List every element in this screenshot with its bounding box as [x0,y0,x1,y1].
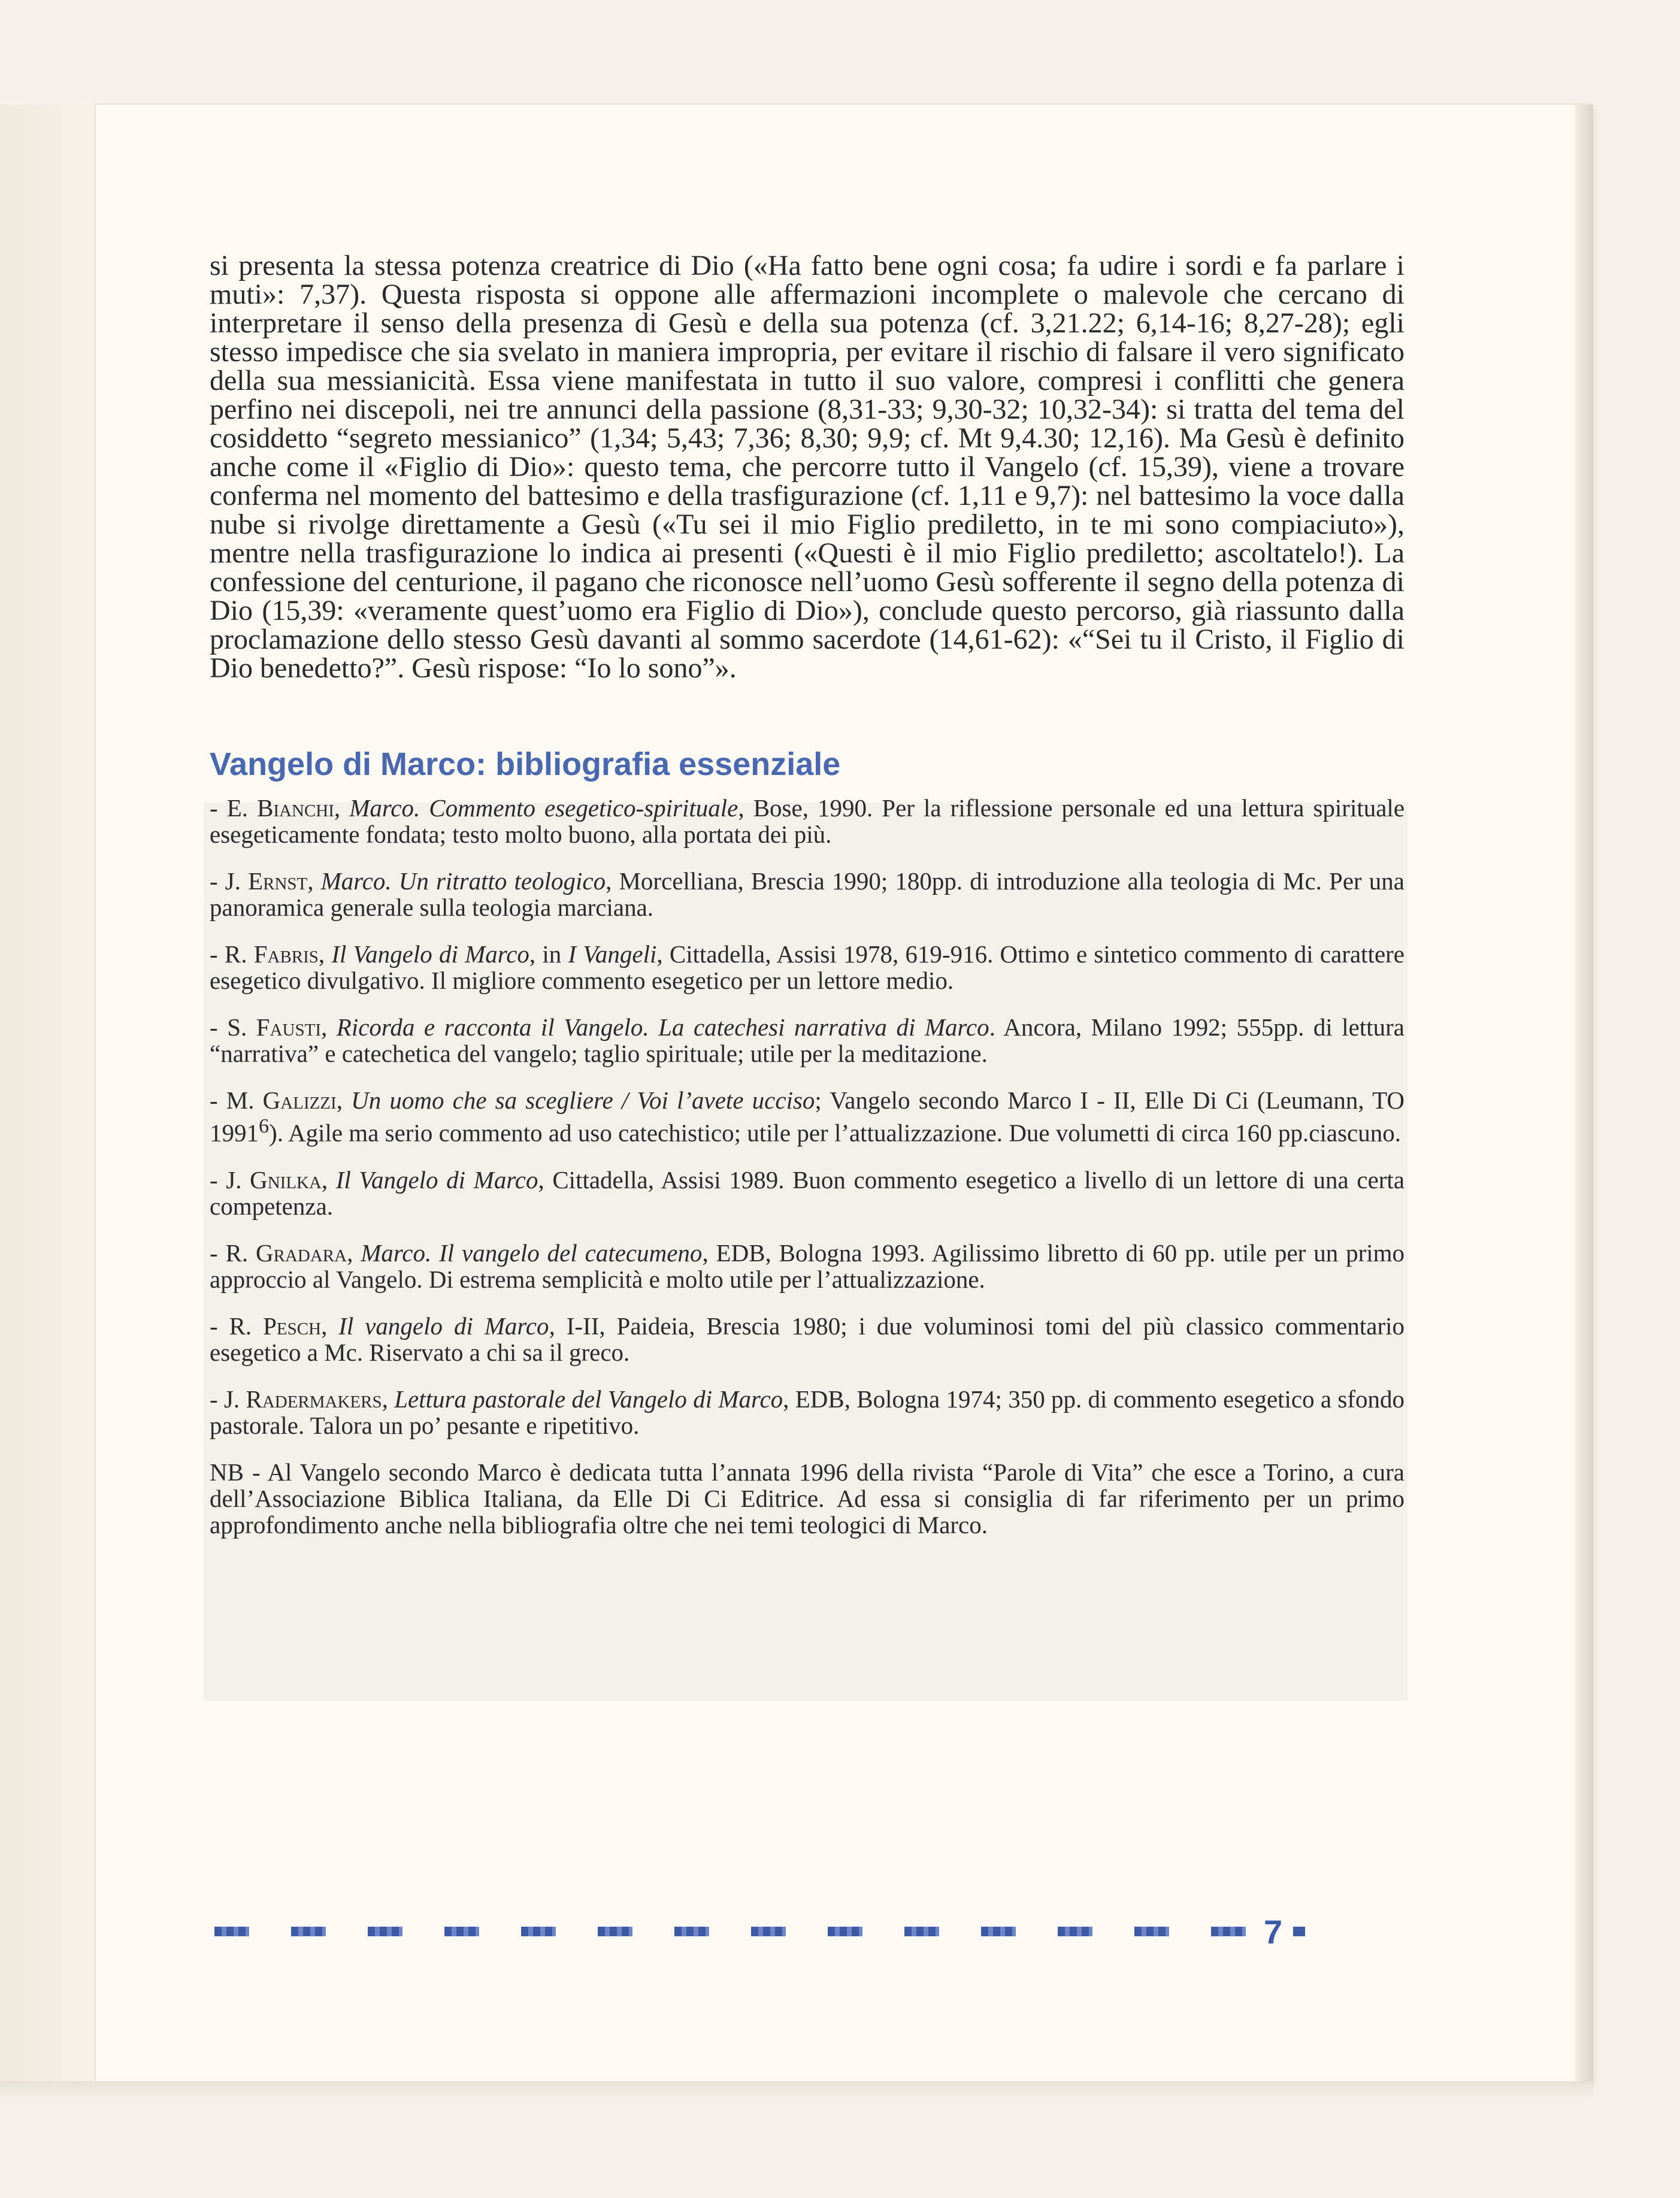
bibliography-entry: - J. Ernst, Marco. Un ritratto teologico, Morcelliana, Brescia 1990; 180pp. di introduzione alla teologia di Mc. Per una panoramica generale sulla teologia marciana. [210,867,1404,921]
bibliography-entry: - J. Gnilka, Il Vangelo di Marco, Cittadella, Assisi 1989. Buon commento esegetico a livello di un lettore di una certa competenza. [210,1165,1405,1220]
bibliography-list [210,795,1404,1538]
bibliography-entry: - M. Galizzi, Un uomo che sa scegliere / Voi l’avete ucciso; Vangelo secondo Marco I - II, Elle Di Ci (Leumann, TO 1991$^6$). Agile ma serio commento ad uso catechistico; utile per l’attualizzazione. Due volumetti di circa 160 pp.ciascuno. [210,1086,1405,1147]
footer-ornament [444,1927,479,1936]
footer-ornament [1211,1927,1246,1936]
footer-ornament [1058,1927,1092,1936]
entry-author: Gnilka [250,1165,322,1194]
entry-title: Il Vangelo di Marco [335,1165,538,1194]
bibliography-entry: - R. Pesch, Il vangelo di Marco, I-II, Paideia, Brescia 1980; i due voluminosi tomi del più classico commentario esegetico a Mc. Riservato a chi sa il greco. [210,1312,1405,1366]
entry-author: Galizzi [262,1086,337,1114]
bibliography-entry: - E. Bianchi, Marco. Commento esegetico-spirituale, Bose, 1990. Per la riflessione personale ed una lettura spirituale esegeticamente fondata; testo molto buono, alla portata dei più. [210,794,1405,848]
entry-author: Fausti [256,1013,321,1041]
footer-ornament [521,1927,556,1936]
entry-description: , Bose, 1990. Per la riflessione personale ed una lettura spirituale esegeticamente fondata; testo molto buono, alla portata dei più. [210,794,1405,848]
footer-ornament [598,1927,632,1936]
bibliography-entry: - R. Gradara, Marco. Il vangelo del catecumeno, EDB, Bologna 1993. Agilissimo libretto di 60 pp. utile per un primo approccio al Vangelo. Di estrema semplicità e molto utile per l’attualizzazione. [210,1239,1405,1293]
entry-author: Fabris [253,940,319,968]
page-content [210,252,1404,1558]
entry-description: ). Agile ma serio commento ad uso catechistico; utile per l’attualizzazione. Due volumetti di circa 160 pp.ciascuno. [269,1119,1401,1147]
section-title: Vangelo di Marco: bibliografia essenziale [210,746,841,782]
footer-ornament [904,1927,939,1936]
entry-title: Marco. Commento esegetico-spirituale [349,794,738,822]
page-footer [214,1912,1412,1951]
bibliography-entry: - R. Fabris, Il Vangelo di Marco, in I Vangeli, Cittadella, Assisi 1978, 619-916. Ottimo e sintetico commento di carattere esegetico divulgativo. Il migliore commento esegetico per un lettore medio. [210,940,1405,994]
footer-ornament [751,1927,786,1936]
page-right-edge [1575,105,1593,2093]
footer-ornament [674,1927,709,1936]
bibliography-note: NB - Al Vangelo secondo Marco è dedicata tutta l’annata 1996 della rivista “Parole di Vita” che esce a Torino, a cura dell’Associazione Biblica Italiana, da Elle Di Ci Editrice. Ad essa si consiglia di far riferimento per un primo approfondimento anche nella bibliografia oltre che nei temi teologici di Marco. [210,1458,1404,1539]
entry-title: Marco. Un ritratto teologico [320,867,606,895]
entry-description: , Morcelliana, Brescia 1990; 180pp. di introduzione alla teologia di Mc. Per una panoramica generale sulla teologia marciana. [210,867,1404,921]
entry-title: Il vangelo di Marco [338,1312,549,1340]
entry-title: Il Vangelo di Marco [331,940,529,968]
entry-description: , EDB, Bologna 1993. Agilissimo libretto di 60 pp. utile per un primo approccio al Vangelo. Di estrema semplicità e molto utile per l’attualizzazione. [210,1239,1405,1293]
entry-author: Gradara [256,1239,347,1267]
entry-title: Un uomo che sa scegliere / Voi l’avete ucciso [351,1086,815,1114]
entry-description: , EDB, Bologna 1974; 350 pp. di commento esegetico a sfondo pastorale. Talora un po’ pesante e ripetitivo. [210,1385,1405,1439]
footer-ornament [214,1927,249,1936]
footer-ornament [1293,1927,1305,1936]
facing-page-edge [0,105,96,2081]
bibliography-entry: - S. Fausti, Ricorda e racconta il Vangelo. La catechesi narrativa di Marco. Ancora, Milano 1992; 555pp. di lettura “narrativa” e catechetica del vangelo; taglio spirituale; utile per la meditazione. [210,1013,1405,1067]
footer-ornament [981,1927,1016,1936]
entry-title: Lettura pastorale del Vangelo di Marco [394,1385,783,1413]
entry-author: Bianchi [257,794,334,822]
entry-description: , Cittadella, Assisi 1978, 619-916. Ottimo e sintetico commento di carattere esegetico divulgativo. Il migliore commento esegetico per un lettore medio. [210,940,1405,994]
entry-author: Ernst [248,867,308,895]
footer-ornament [828,1927,862,1936]
entry-author: Radermakers [246,1385,382,1413]
footer-ornament [368,1927,402,1936]
page-bottom-edge [0,2081,1593,2099]
entry-title-secondary: I Vangeli [568,940,657,968]
entry-description: , Cittadella, Assisi 1989. Buon commento esegetico a livello di un lettore di una certa competenza. [210,1165,1405,1220]
entry-title: Ricorda e racconta il Vangelo. La catechesi narrativa di Marco [336,1013,989,1041]
page-number: 7 [1264,1912,1283,1951]
edition-superscript: 6 [259,1115,270,1137]
intro-paragraph: si presenta la stessa potenza creatrice di Dio («Ha fatto bene ogni cosa; fa udire i sordi e fa parlare i muti»: 7,37). Questa risposta si oppone alle affermazioni incomplete o malevole che cercano di interpretare il senso della presenza di Gesù e della sua potenza (cf. 3,21.22; 6,14-16; 8,27-28); egli stesso impedisce che sia svelato in maniera impropria, per evitare il rischio di falsare il vero significato della sua messianicità. Essa viene manifestata in tutto il suo valore, compresi i conflitti che genera perfino nei discepoli, nei tre annunci della passione (8,31-33; 9,30-32; 10,32-34): si tratta del tema del cosiddetto “segreto messianico” (1,34; 5,43; 7,36; 8,30; 9,9; cf. Mt 9,4.30; 12,16). Ma Gesù è definito anche come il «Figlio di Dio»: questo tema, che percorre tutto il Vangelo (cf. 15,39), viene a trovare conferma nel momento del battesimo e della trasfigurazione (cf. 1,11 e 9,7): nel battesimo la voce dalla nube si rivolge direttamente a Gesù («Tu sei il mio Figlio prediletto, in te mi sono compiaciuto»), mentre nella trasfigurazione lo indica ai presenti («Questi è il mio Figlio prediletto; ascoltatelo!). La confessione del centurione, il pagano che riconosce nell’uomo Gesù sofferente il segno della potenza di Dio (15,39: «veramente quest’uomo era Figlio di Dio»), conclude questo percorso, già riassunto dalla proclamazione dello stesso Gesù davanti al sommo sacerdote (14,61-62): «“Sei tu il Cristo, il Figlio di Dio benedetto?”. Gesù rispose: “Io lo sono”». [210,250,1404,684]
footer-ornament [291,1927,326,1936]
entry-title: Marco. Il vangelo del catecumeno [361,1239,703,1267]
entry-author: Pesch [263,1312,322,1340]
entry-description: . Ancora, Milano 1992; 555pp. di lettura “narrativa” e catechetica del vangelo; taglio spirituale; utile per la meditazione. [210,1013,1405,1067]
entry-description: , I-II, Paideia, Brescia 1980; i due voluminosi tomi del più classico commentario esegetico a Mc. Riservato a chi sa il greco. [210,1312,1405,1366]
bibliography-entry: - J. Radermakers, Lettura pastorale del Vangelo di Marco, EDB, Bologna 1974; 350 pp. di commento esegetico a sfondo pastorale. Talora un po’ pesante e ripetitivo. [210,1385,1405,1439]
footer-ornament [1134,1927,1169,1936]
